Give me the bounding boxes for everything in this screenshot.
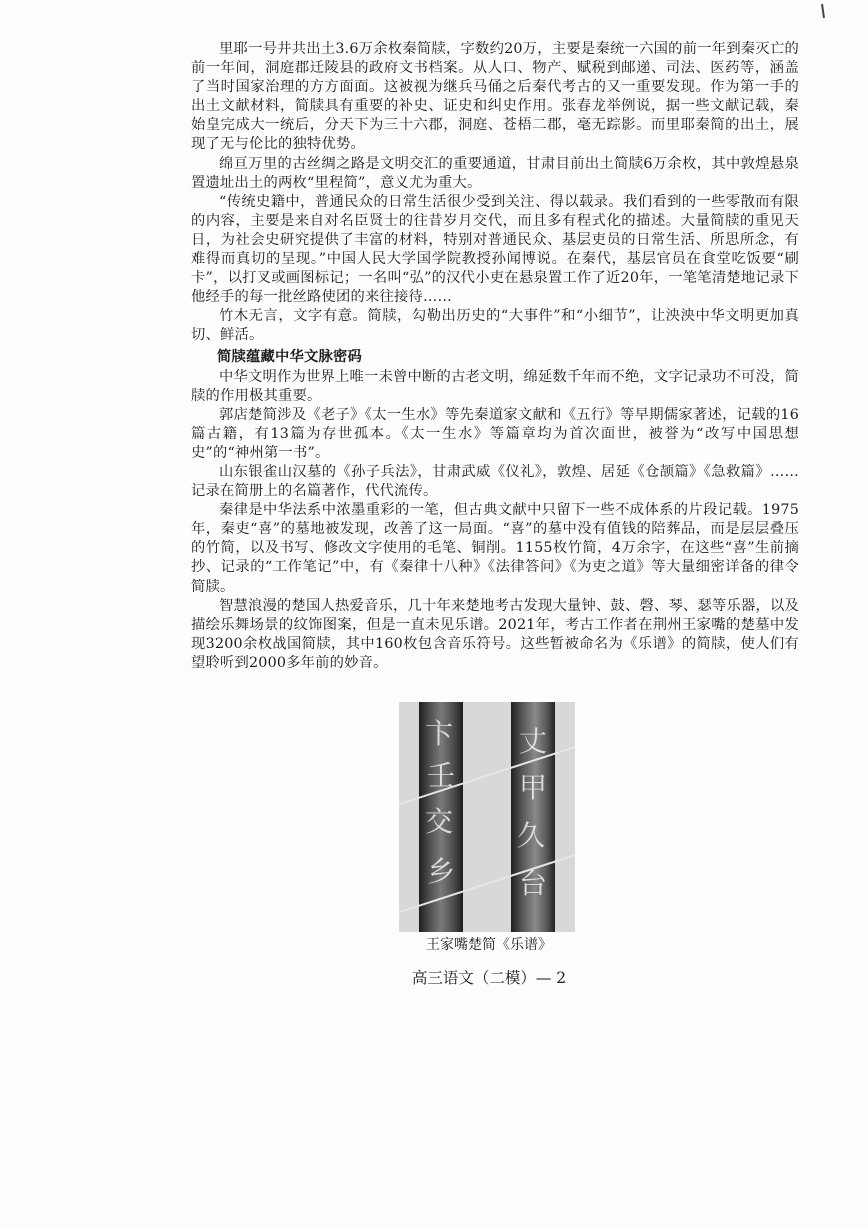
page-number-footer: 高三语文（二模）— 2 bbox=[411, 969, 567, 987]
paragraph: “传统史籍中，普通民众的日常生活很少受到关注、得以载录。我们看到的一些零散而有限的内容，主要是来自对名臣贤士的往昔岁月交代，而且多有程式化的描述。大量简牍的重见天日，为社会史研究提供了丰富的材料，特别对普通民众、基层吏员的日常生活、所思所念，有难得而真切的呈现。”中国人民大学国学院教授孙闻博说。在秦代，基层官员在食堂吃饭要“刷卡”，以打叉或画图标记；一名叫“弘”的汉代小吏在悬泉置工作了近20年，一笔笔清楚地记录下他经手的每一批丝路使团的来往接待…… bbox=[191, 193, 799, 306]
slip-glyph: 甲 bbox=[519, 771, 548, 804]
slip-glyph: 丈 bbox=[519, 725, 548, 758]
slip-glyph: 壬 bbox=[427, 759, 456, 792]
slip-glyph: 台 bbox=[519, 867, 548, 900]
paragraph: 竹木无言，文字有意。简牍，勾勒出历史的“大事件”和“小细节”，让泱泱中华文明更加真切、鲜活。 bbox=[191, 308, 799, 344]
paragraph: 山东银雀山汉墓的《孙子兵法》，甘肃武威《仪礼》，敦煌、居延《仓颉篇》《急救篇》……记录在简册上的名篇著作，代代流传。 bbox=[191, 463, 799, 500]
paragraph: 绵亘万里的古丝绸之路是文明交汇的重要通道，甘肃目前出土简牍6万余枚，其中敦煌悬泉置遗址出土的两枚“里程简”，意义尤为重大。 bbox=[191, 155, 799, 191]
section-heading: 简牍蕴藏中华文脉密码 bbox=[217, 348, 362, 365]
scan-mark bbox=[821, 4, 825, 18]
paragraph: 里耶一号井共出土3.6万余枚秦简牍，字数约20万，主要是秦统一六国的前一年到秦灭亡的前一年间，洞庭郡迁陵县的政府文书档案。从人口、物产、赋税到邮递、司法、医药等，涵盖了当时国家治理的方方面面。这被视为继兵马俑之后秦代考古的又一重要发现。作为第一手的出土文献材料，简牍具有重要的补史、证史和纠史作用。张春龙举例说，据一些文献记载，秦始皇完成大一统后，分天下为三十六郡，洞庭、苍梧二郡，毫无踪影。而里耶秦简的出土，展现了无与伦比的独特优势。 bbox=[191, 41, 799, 153]
slip-glyph: 交 bbox=[425, 805, 454, 838]
paragraph: 智慧浪漫的楚国人热爱音乐，几十年来楚地考古发现大量钟、鼓、磬、琴、瑟等乐器，以及描绘乐舞场景的纹饰图案，但是一直未见乐谱。2021年，考古工作者在荆州王家嘴的楚墓中发现3200余枚战国简牍，其中160枚包含音乐符号。这些暂被命名为《乐谱》的简牍，使人们有望聆听到2000多年前的妙音。 bbox=[191, 597, 799, 671]
figure-caption: 王家嘴楚简《乐谱》 bbox=[426, 937, 552, 953]
paragraph: 郭店楚简涉及《老子》《太一生水》等先秦道家文献和《五行》等早期儒家著述，记载的16篇古籍，有13篇为存世孤本。《太一生水》等篇章均为首次面世，被誉为“改写中国思想史”的“神州第一书”。 bbox=[191, 406, 799, 461]
paragraph: 中华文明作为世界上唯一未曾中断的古老文明，绵延数千年而不绝，文字记录功不可没，简牍的作用极其重要。 bbox=[191, 368, 799, 404]
paragraph: 秦律是中华法系中浓墨重彩的一笔，但古典文献中只留下一些不成体系的片段记载。1975年，秦吏“喜”的墓地被发现，改善了这一局面。“喜”的墓中没有值钱的陪葬品，而是层层叠压的竹简，以及书写、修改文字使用的毛笔、铜削。1155枚竹简，4万余字，在这些“喜”生前摘抄、记录的“工作笔记”中，有《秦律十八种》《法律答问》《为吏之道》等大量细密详备的律令简牍。 bbox=[191, 502, 799, 595]
slip-glyph: 乡 bbox=[427, 855, 456, 888]
slip-glyph: 卞 bbox=[425, 717, 454, 750]
slip-glyph: 久 bbox=[517, 819, 546, 852]
bamboo-slip-photo bbox=[399, 702, 575, 932]
bamboo-slip-right bbox=[511, 702, 555, 932]
article-body bbox=[191, 40, 799, 673]
